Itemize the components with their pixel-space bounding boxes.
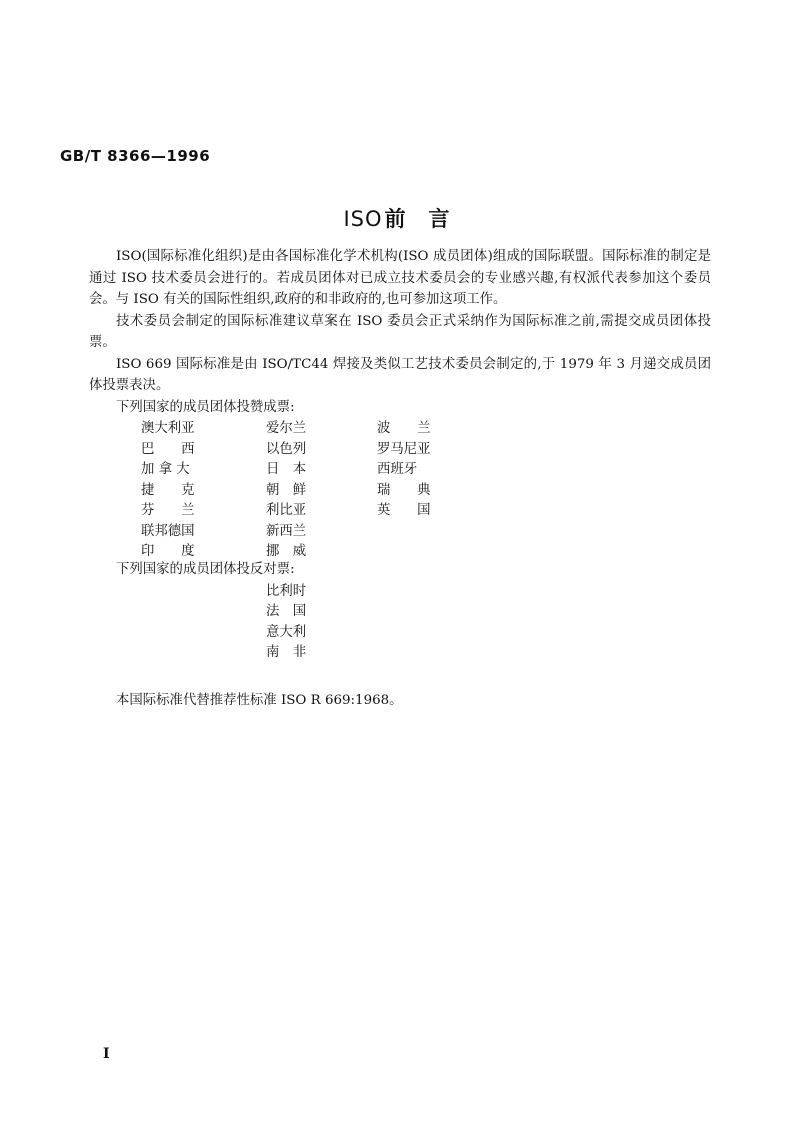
approve-country: 西班牙	[377, 462, 418, 477]
title-char-2: 言	[428, 206, 451, 231]
oppose-country: 意大利	[266, 624, 307, 640]
oppose-country: 南 非	[266, 645, 307, 660]
oppose-country: 比利时	[266, 583, 307, 599]
approve-country: 印 度	[141, 544, 195, 559]
oppose-country: 法 国	[266, 604, 307, 619]
approve-country: 新西兰	[266, 523, 307, 539]
approve-country: 日 本	[266, 462, 307, 477]
page-title	[0, 203, 794, 233]
approve-country: 挪 威	[266, 544, 307, 559]
approve-country: 罗马尼亚	[377, 441, 431, 457]
approve-country: 爱尔兰	[266, 421, 307, 436]
oppose-country-list	[89, 581, 711, 665]
title-prefix: ISO	[343, 207, 383, 231]
approve-country: 加 拿 大	[141, 462, 190, 477]
approve-country: 芬 兰	[141, 503, 195, 518]
approve-country: 以色列	[266, 441, 307, 457]
approve-country: 波 兰	[377, 421, 431, 436]
approve-country: 捷 克	[141, 482, 195, 498]
page-number: I	[103, 1046, 110, 1062]
title-char-1: 前	[384, 206, 407, 231]
approve-country: 朝 鲜	[266, 482, 307, 498]
approve-country: 瑞 典	[377, 482, 431, 498]
paragraph-2: 技术委员会制定的国际标准建议草案在 ISO 委员会正式采纳作为国际标准之前,需提交成员团体投票。	[89, 313, 711, 350]
approve-intro: 下列国家的成员团体投赞成票:	[116, 399, 295, 415]
approve-country-grid	[89, 418, 711, 559]
standard-code: GB/T 8366—1996	[60, 147, 211, 165]
foreword-body	[89, 246, 711, 665]
approve-country: 联邦德国	[141, 523, 195, 539]
approve-country: 澳大利亚	[141, 421, 195, 436]
paragraph-3: ISO 669 国际标准是由 ISO/TC44 焊接及类似工艺技术委员会制定的,于 1979 年 3 月递交成员团体投票表决。	[89, 356, 711, 393]
paragraph-1: ISO(国际标准化组织)是由各国标准化学术机构(ISO 成员团体)组成的国际联盟。国际标准的制定是通过 ISO 技术委员会进行的。若成员团体对已成立技术委员会的专业感兴趣,有权派代表参加这个委员会。与 ISO 有关的国际性组织,政府的和非政府的,也可参加这项工作。	[89, 249, 711, 307]
oppose-intro: 下列国家的成员团体投反对票:	[116, 562, 295, 577]
closing-statement: 本国际标准代替推荐性标准 ISO R 669:1968。	[116, 693, 403, 708]
approve-country: 巴 西	[141, 441, 195, 457]
approve-country: 英 国	[377, 503, 431, 518]
approve-country: 利比亚	[266, 503, 307, 518]
